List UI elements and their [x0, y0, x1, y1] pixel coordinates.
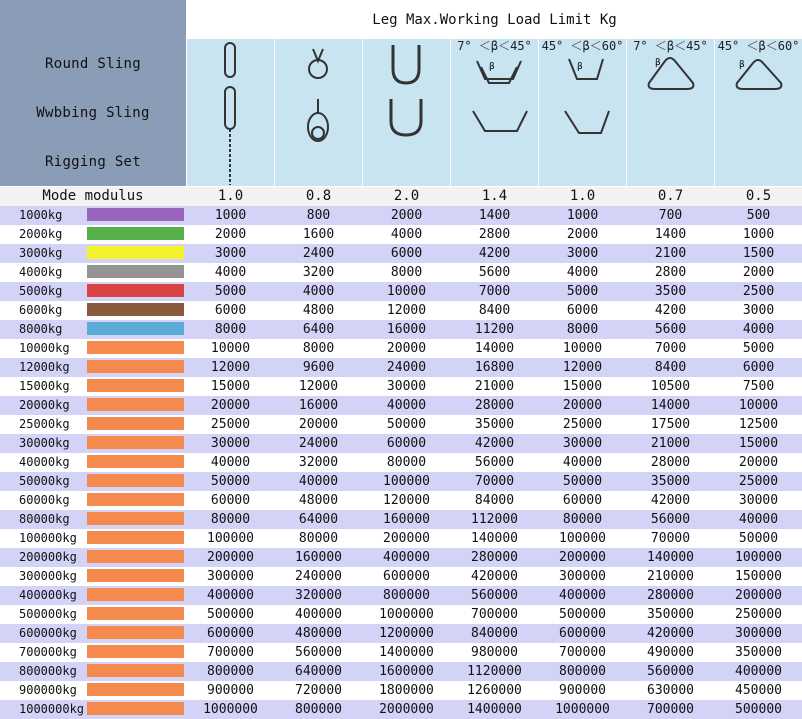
load-value: 2000	[390, 208, 423, 223]
load-value: 150000	[735, 569, 782, 584]
capacity-label: 8000kg	[19, 322, 63, 336]
load-value: 5000	[742, 341, 775, 356]
load-value: 5000	[214, 284, 247, 299]
svg-text:β: β	[489, 62, 495, 72]
load-value: 240000	[295, 569, 342, 584]
load-value: 3200	[302, 265, 335, 280]
capacity-label: 1000kg	[19, 208, 63, 222]
load-value: 200000	[559, 550, 606, 565]
load-value: 640000	[295, 664, 342, 679]
load-value: 2000	[566, 227, 599, 242]
load-value: 15000	[738, 436, 779, 451]
capacity-label: 800000kg	[19, 664, 77, 678]
table-row	[0, 491, 802, 510]
load-value: 8400	[654, 360, 687, 375]
load-value: 5600	[654, 322, 687, 337]
load-value: 50000	[738, 531, 779, 546]
load-value: 700000	[647, 702, 694, 717]
load-value: 300000	[207, 569, 254, 584]
load-value: 2800	[654, 265, 687, 280]
load-value: 800000	[207, 664, 254, 679]
load-value: 800000	[295, 702, 342, 717]
load-value: 6400	[302, 322, 335, 337]
color-code-swatch	[87, 512, 184, 525]
color-code-swatch	[87, 607, 184, 620]
color-code-swatch	[87, 626, 184, 639]
table-row	[0, 624, 802, 643]
load-value: 480000	[295, 626, 342, 641]
load-value: 1120000	[467, 664, 522, 679]
load-value: 800000	[559, 664, 606, 679]
color-code-swatch	[87, 436, 184, 449]
load-value: 160000	[295, 550, 342, 565]
table-row	[0, 529, 802, 548]
load-value: 420000	[471, 569, 518, 584]
load-value: 6000	[214, 303, 247, 318]
load-value: 1400	[654, 227, 687, 242]
capacity-label: 700000kg	[19, 645, 77, 659]
load-value: 300000	[735, 626, 782, 641]
table-row	[0, 453, 802, 472]
column-diagram-0	[187, 39, 274, 186]
load-value: 600000	[383, 569, 430, 584]
load-value: 40000	[210, 455, 251, 470]
mode-modulus-label: Mode modulus	[42, 188, 144, 204]
load-value: 11200	[474, 322, 515, 337]
table-row	[0, 415, 802, 434]
load-value: 2400	[302, 246, 335, 261]
color-code-swatch	[87, 493, 184, 506]
load-value: 16000	[386, 322, 427, 337]
load-value: 60000	[386, 436, 427, 451]
load-value: 3000	[214, 246, 247, 261]
color-code-swatch	[87, 569, 184, 582]
table-row	[0, 643, 802, 662]
load-value: 10000	[386, 284, 427, 299]
round-sling-label: Round Sling	[44, 56, 142, 72]
table-row	[0, 605, 802, 624]
load-value: 24000	[298, 436, 339, 451]
load-value: 5000	[566, 284, 599, 299]
load-value: 20000	[210, 398, 251, 413]
load-value: 4800	[302, 303, 335, 318]
table-row	[0, 434, 802, 453]
load-value: 56000	[474, 455, 515, 470]
capacity-label: 600000kg	[19, 626, 77, 640]
color-code-swatch	[87, 322, 184, 335]
table-row	[0, 206, 802, 225]
capacity-label: 6000kg	[19, 303, 63, 317]
mode-modulus-value: 2.0	[393, 188, 420, 204]
load-value: 32000	[298, 455, 339, 470]
color-code-swatch	[87, 341, 184, 354]
load-value: 140000	[471, 531, 518, 546]
load-value: 9600	[302, 360, 335, 375]
load-value: 980000	[471, 645, 518, 660]
load-value: 2000	[742, 265, 775, 280]
capacity-label: 900000kg	[19, 683, 77, 697]
load-value: 3000	[566, 246, 599, 261]
color-code-swatch	[87, 702, 184, 715]
load-value: 6000	[742, 360, 775, 375]
load-value: 10000	[210, 341, 251, 356]
load-value: 100000	[207, 531, 254, 546]
table-row	[0, 339, 802, 358]
color-code-swatch	[87, 664, 184, 677]
load-value: 320000	[295, 588, 342, 603]
load-value: 400000	[383, 550, 430, 565]
svg-text:β: β	[655, 58, 661, 68]
load-value: 400000	[295, 607, 342, 622]
table-row	[0, 377, 802, 396]
table-row	[0, 263, 802, 282]
table-row	[0, 396, 802, 415]
load-value: 20000	[298, 417, 339, 432]
load-value: 30000	[738, 493, 779, 508]
load-value: 25000	[738, 474, 779, 489]
angle-range-label: 7° ＜β＜45°	[633, 39, 708, 53]
load-value: 50000	[210, 474, 251, 489]
load-value: 250000	[735, 607, 782, 622]
capacity-label: 15000kg	[19, 379, 70, 393]
load-value: 20000	[386, 341, 427, 356]
color-code-swatch	[87, 246, 184, 259]
load-value: 70000	[474, 474, 515, 489]
load-value: 1600	[302, 227, 335, 242]
table-row	[0, 472, 802, 491]
capacity-label: 200000kg	[19, 550, 77, 564]
load-value: 28000	[474, 398, 515, 413]
table-row	[0, 510, 802, 529]
table-row	[0, 358, 802, 377]
load-value: 6000	[566, 303, 599, 318]
load-value: 100000	[559, 531, 606, 546]
table-row	[0, 548, 802, 567]
load-value: 84000	[474, 493, 515, 508]
capacity-label: 2000kg	[19, 227, 63, 241]
load-value: 1000000	[203, 702, 258, 717]
load-value: 280000	[471, 550, 518, 565]
load-value: 21000	[650, 436, 691, 451]
load-value: 3000	[742, 303, 775, 318]
color-code-swatch	[87, 455, 184, 468]
load-value: 56000	[650, 512, 691, 527]
load-value: 200000	[207, 550, 254, 565]
column-diagram-1	[275, 39, 362, 186]
load-value: 8000	[390, 265, 423, 280]
load-value: 1200000	[379, 626, 434, 641]
table-title: Leg Max.Working Load Limit Kg	[187, 0, 802, 38]
mode-modulus-value: 0.5	[745, 188, 772, 204]
load-value: 8400	[478, 303, 511, 318]
webbing-sling-label: Wwbbing Sling	[36, 105, 150, 121]
load-value: 70000	[650, 531, 691, 546]
load-value: 700000	[207, 645, 254, 660]
load-value: 5600	[478, 265, 511, 280]
load-value: 15000	[210, 379, 251, 394]
load-value: 500	[746, 208, 771, 223]
load-value: 500000	[207, 607, 254, 622]
load-value: 6000	[390, 246, 423, 261]
load-value: 1400	[478, 208, 511, 223]
load-value: 40000	[562, 455, 603, 470]
color-code-swatch	[87, 474, 184, 487]
capacity-label: 25000kg	[19, 417, 70, 431]
mode-modulus-row	[0, 187, 802, 206]
load-value: 500000	[735, 702, 782, 717]
load-value: 350000	[647, 607, 694, 622]
load-value: 1000000	[555, 702, 610, 717]
table-row	[0, 301, 802, 320]
capacity-label: 5000kg	[19, 284, 63, 298]
color-code-swatch	[87, 227, 184, 240]
color-code-swatch	[87, 208, 184, 221]
color-code-swatch	[87, 265, 184, 278]
load-value: 40000	[738, 512, 779, 527]
color-code-swatch	[87, 531, 184, 544]
load-value: 80000	[210, 512, 251, 527]
load-value: 1500	[742, 246, 775, 261]
table-row	[0, 225, 802, 244]
load-value: 12000	[562, 360, 603, 375]
load-value: 1600000	[379, 664, 434, 679]
load-value: 8000	[566, 322, 599, 337]
angle-range-label: 45° ＜β＜60°	[717, 39, 800, 53]
load-value: 12500	[738, 417, 779, 432]
load-value: 4000	[214, 265, 247, 280]
load-value: 800000	[383, 588, 430, 603]
load-value: 1000	[742, 227, 775, 242]
load-value: 700000	[471, 607, 518, 622]
load-value: 50000	[386, 417, 427, 432]
load-value: 50000	[562, 474, 603, 489]
load-value: 350000	[735, 645, 782, 660]
mode-modulus-value: 0.8	[305, 188, 332, 204]
color-code-swatch	[87, 683, 184, 696]
load-value: 4000	[566, 265, 599, 280]
capacity-label: 300000kg	[19, 569, 77, 583]
load-value: 630000	[647, 683, 694, 698]
load-value: 1800000	[379, 683, 434, 698]
column-diagram-5	[627, 39, 714, 186]
column-diagram-4	[539, 39, 626, 186]
color-code-swatch	[87, 303, 184, 316]
load-value: 210000	[647, 569, 694, 584]
table-row	[0, 700, 802, 719]
load-value: 100000	[735, 550, 782, 565]
load-value: 1260000	[467, 683, 522, 698]
load-value: 140000	[647, 550, 694, 565]
mode-modulus-value: 1.0	[217, 188, 244, 204]
load-value: 14000	[474, 341, 515, 356]
table-row	[0, 320, 802, 339]
color-code-swatch	[87, 284, 184, 297]
load-value: 450000	[735, 683, 782, 698]
table-row	[0, 244, 802, 263]
load-value: 15000	[562, 379, 603, 394]
load-value: 25000	[562, 417, 603, 432]
load-value: 20000	[562, 398, 603, 413]
rigging-set-label: Rigging Set	[44, 154, 142, 170]
capacity-label: 10000kg	[19, 341, 70, 355]
capacity-label: 20000kg	[19, 398, 70, 412]
capacity-label: 12000kg	[19, 360, 70, 374]
load-value: 64000	[298, 512, 339, 527]
load-value: 12000	[298, 379, 339, 394]
load-value: 120000	[383, 493, 430, 508]
capacity-label: 50000kg	[19, 474, 70, 488]
load-value: 4200	[654, 303, 687, 318]
load-value: 4200	[478, 246, 511, 261]
load-value: 30000	[562, 436, 603, 451]
load-value: 20000	[738, 455, 779, 470]
capacity-label: 30000kg	[19, 436, 70, 450]
capacity-label: 1000000kg	[19, 702, 85, 716]
load-value: 490000	[647, 645, 694, 660]
load-value: 1400000	[379, 645, 434, 660]
load-value: 900000	[559, 683, 606, 698]
load-value: 16800	[474, 360, 515, 375]
load-value: 560000	[647, 664, 694, 679]
load-value: 42000	[650, 493, 691, 508]
load-value: 7000	[478, 284, 511, 299]
color-code-swatch	[87, 645, 184, 658]
load-value: 2500	[742, 284, 775, 299]
load-value: 80000	[298, 531, 339, 546]
load-value: 35000	[474, 417, 515, 432]
load-value: 10000	[562, 341, 603, 356]
mode-modulus-value: 1.0	[569, 188, 596, 204]
load-value: 1000000	[379, 607, 434, 622]
color-code-swatch	[87, 360, 184, 373]
capacity-label: 60000kg	[19, 493, 70, 507]
load-value: 840000	[471, 626, 518, 641]
load-value: 10000	[738, 398, 779, 413]
load-value: 100000	[383, 474, 430, 489]
load-value: 160000	[383, 512, 430, 527]
load-value: 4000	[742, 322, 775, 337]
load-value: 280000	[647, 588, 694, 603]
capacity-label: 100000kg	[19, 531, 77, 545]
load-value: 4000	[302, 284, 335, 299]
capacity-label: 40000kg	[19, 455, 70, 469]
load-value: 1400000	[467, 702, 522, 717]
load-value: 400000	[735, 664, 782, 679]
svg-text:β: β	[577, 62, 583, 72]
load-value: 24000	[386, 360, 427, 375]
angle-range-label: 7° ＜β＜45°	[457, 39, 532, 53]
load-value: 80000	[386, 455, 427, 470]
color-code-swatch	[87, 417, 184, 430]
load-value: 800	[306, 208, 331, 223]
svg-text:β: β	[739, 60, 745, 70]
table-row	[0, 586, 802, 605]
load-value: 40000	[298, 474, 339, 489]
load-value: 200000	[735, 588, 782, 603]
load-value: 30000	[210, 436, 251, 451]
load-value: 700000	[559, 645, 606, 660]
load-value: 600000	[559, 626, 606, 641]
load-value: 200000	[383, 531, 430, 546]
load-value: 300000	[559, 569, 606, 584]
load-value: 720000	[295, 683, 342, 698]
angle-range-label: 45° ＜β＜60°	[541, 39, 624, 53]
load-value: 7000	[654, 341, 687, 356]
mode-modulus-value: 1.4	[481, 188, 508, 204]
load-value: 30000	[386, 379, 427, 394]
load-value: 60000	[210, 493, 251, 508]
table-row	[0, 282, 802, 301]
load-value: 400000	[559, 588, 606, 603]
load-value: 3500	[654, 284, 687, 299]
column-diagram-3	[451, 39, 538, 186]
load-value: 7500	[742, 379, 775, 394]
load-value: 600000	[207, 626, 254, 641]
load-value: 1000	[214, 208, 247, 223]
load-value: 560000	[295, 645, 342, 660]
capacity-label: 80000kg	[19, 512, 70, 526]
load-value: 12000	[210, 360, 251, 375]
load-value: 700	[658, 208, 683, 223]
color-code-swatch	[87, 379, 184, 392]
capacity-label: 400000kg	[19, 588, 77, 602]
capacity-label: 500000kg	[19, 607, 77, 621]
load-value: 48000	[298, 493, 339, 508]
load-value: 42000	[474, 436, 515, 451]
load-value: 400000	[207, 588, 254, 603]
mode-modulus-value: 0.7	[657, 188, 684, 204]
load-value: 900000	[207, 683, 254, 698]
column-diagram-6	[715, 39, 802, 186]
color-code-swatch	[87, 588, 184, 601]
load-value: 16000	[298, 398, 339, 413]
load-value: 25000	[210, 417, 251, 432]
table-row	[0, 567, 802, 586]
color-code-swatch	[87, 398, 184, 411]
capacity-label: 3000kg	[19, 246, 63, 260]
load-value: 8000	[302, 341, 335, 356]
load-value: 420000	[647, 626, 694, 641]
load-value: 2100	[654, 246, 687, 261]
load-value: 21000	[474, 379, 515, 394]
color-code-swatch	[87, 550, 184, 563]
column-diagram-2	[363, 39, 450, 186]
capacity-label: 4000kg	[19, 265, 63, 279]
load-value: 35000	[650, 474, 691, 489]
sling-type-header	[0, 0, 186, 186]
load-value: 1000	[566, 208, 599, 223]
load-value: 14000	[650, 398, 691, 413]
load-value: 2000	[214, 227, 247, 242]
table-row	[0, 662, 802, 681]
load-value: 60000	[562, 493, 603, 508]
load-value: 2000000	[379, 702, 434, 717]
load-value: 40000	[386, 398, 427, 413]
load-value: 8000	[214, 322, 247, 337]
load-value: 112000	[471, 512, 518, 527]
load-value: 80000	[562, 512, 603, 527]
table-row	[0, 681, 802, 700]
load-value: 500000	[559, 607, 606, 622]
load-value: 560000	[471, 588, 518, 603]
load-value: 4000	[390, 227, 423, 242]
load-value: 2800	[478, 227, 511, 242]
load-value: 12000	[386, 303, 427, 318]
load-value: 28000	[650, 455, 691, 470]
load-value: 17500	[650, 417, 691, 432]
load-value: 10500	[650, 379, 691, 394]
